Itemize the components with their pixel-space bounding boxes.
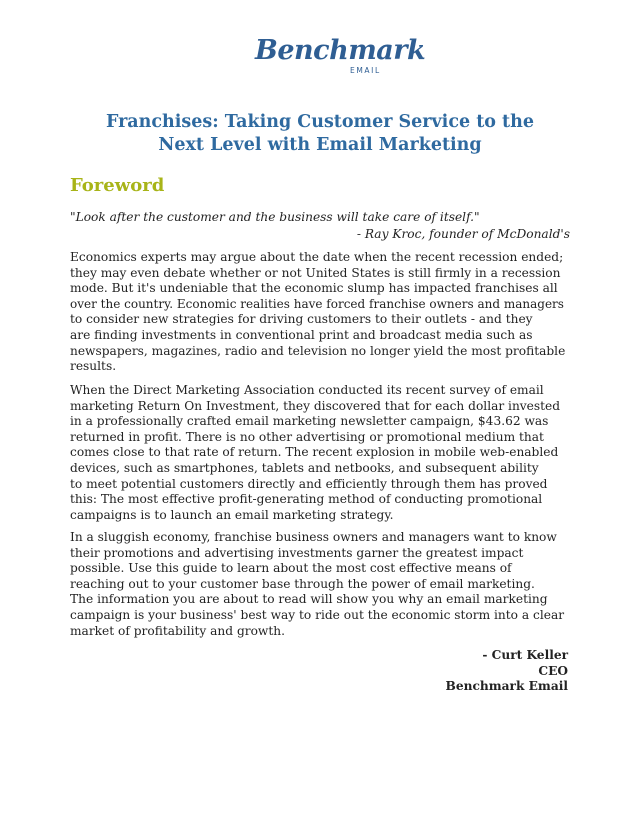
signature-name: - Curt Keller — [482, 648, 568, 662]
signature-block — [70, 648, 568, 695]
paragraph-line: mode. But it's undeniable that the economic slump has impacted franchises all — [70, 281, 558, 296]
paragraph-line: Economics experts may argue about the date when the recent recession ended; — [70, 250, 564, 264]
paragraph-line: marketing Return On Investment, they discovered that for each dollar invested — [70, 398, 561, 413]
epigraph-quote — [70, 209, 570, 243]
paragraph-line: over the country. Economic realities have forced franchise owners and managers — [70, 296, 564, 311]
paragraph-1 — [70, 250, 570, 375]
title-line-1: Franchises: Taking Customer Service to the — [105, 112, 535, 132]
signature-company: Benchmark Email — [445, 679, 568, 694]
paragraph-line: campaigns is to launch an email marketing strategy. — [70, 507, 394, 522]
paragraph-2 — [70, 383, 570, 523]
paragraph-line: When the Direct Marketing Association conducted its recent survey of email — [70, 383, 544, 397]
paragraph-line: results. — [70, 359, 117, 374]
quote-text: "Look after the customer and the business will take care of itself." — [70, 210, 480, 224]
paragraph-line: market of profitability and growth. — [70, 623, 285, 638]
title-line-2: Next Level with Email Marketing — [158, 135, 482, 155]
paragraph-line: campaign is your business' best way to ride out the economic storm into a clear — [70, 607, 565, 622]
paragraph-line: returned in profit. There is no other advertising or promotional medium that — [70, 429, 544, 444]
signature-role: CEO — [538, 663, 568, 678]
paragraph-line: in a professionally crafted email marketing newsletter campaign, $43.62 was — [70, 414, 549, 429]
paragraph-line: this: The most effective profit-generating method of conducting promotional — [70, 492, 543, 507]
logo-wordmark: Benchmark — [255, 35, 426, 66]
paragraph-line: they may even debate whether or not United States is still firmly in a recession — [70, 265, 561, 280]
paragraph-line: In a sluggish economy, franchise business owners and managers want to know — [70, 530, 557, 544]
quote-attribution: - Ray Kroc, founder of McDonald's — [356, 227, 570, 241]
paragraph-line: newspapers, magazines, radio and television no longer yield the most profitable — [70, 343, 566, 358]
paragraph-line: comes close to that rate of return. The recent explosion in mobile web-enabled — [70, 445, 559, 460]
benchmark-email-logo — [255, 34, 426, 84]
paragraph-line: to consider new strategies for driving customers to their outlets - and they — [70, 312, 533, 327]
paragraph-line: devices, such as smartphones, tablets and netbooks, and subsequent ability — [70, 460, 539, 475]
section-heading: Foreword — [70, 175, 165, 196]
paragraph-line: to meet potential customers directly and efficiently through them has proved — [70, 476, 548, 491]
paragraph-line: are finding investments in conventional print and broadcast media such as — [70, 327, 533, 342]
paragraph-line: reaching out to your customer base through the power of email marketing. — [70, 576, 535, 591]
paragraph-line: possible. Use this guide to learn about the most cost effective means of — [70, 561, 512, 576]
logo-subtext: EMAIL — [350, 66, 381, 75]
paragraph-line: The information you are about to read will show you why an email marketing — [70, 592, 548, 607]
paragraph-line: their promotions and advertising investments garner the greatest impact — [70, 545, 524, 560]
paragraph-3 — [70, 530, 570, 639]
document-title — [70, 111, 570, 157]
